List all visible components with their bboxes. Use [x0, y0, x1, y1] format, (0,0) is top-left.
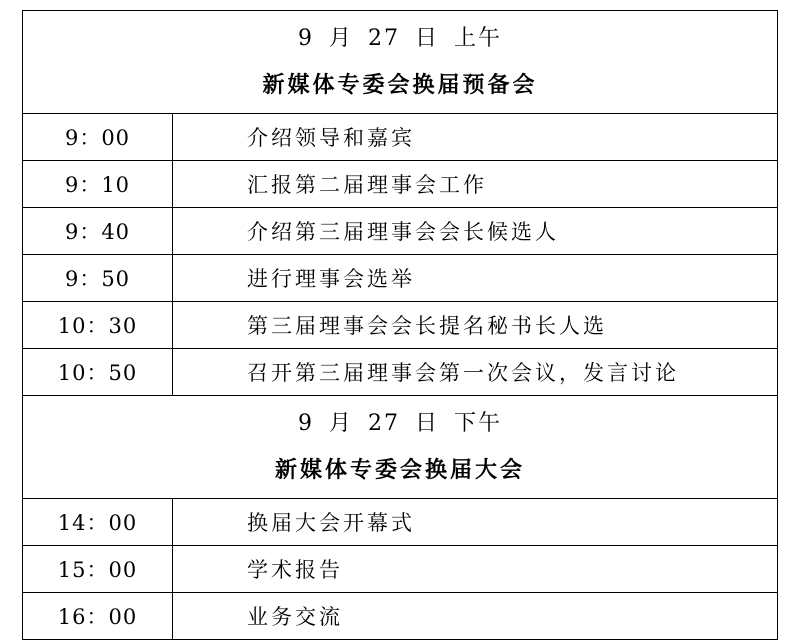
time-cell: 9：50	[23, 255, 173, 302]
session-header-row	[23, 396, 778, 499]
event-cell: 介绍第三届理事会会长候选人	[173, 208, 778, 255]
time-cell: 14：00	[23, 499, 173, 546]
table-row	[23, 114, 778, 161]
event-cell: 召开第三届理事会第一次会议，发言讨论	[173, 349, 778, 396]
table-row	[23, 349, 778, 396]
table-row	[23, 208, 778, 255]
table-row	[23, 255, 778, 302]
event-cell: 汇报第二届理事会工作	[173, 161, 778, 208]
table-row	[23, 302, 778, 349]
event-cell: 进行理事会选举	[173, 255, 778, 302]
event-cell: 业务交流	[173, 593, 778, 640]
event-cell: 第三届理事会会长提名秘书长人选	[173, 302, 778, 349]
event-cell: 介绍领导和嘉宾	[173, 114, 778, 161]
session-date-label: 9 月 27 日 下午	[298, 411, 502, 436]
table-row	[23, 546, 778, 593]
time-cell: 9：00	[23, 114, 173, 161]
session-date-label: 9 月 27 日 上午	[298, 26, 502, 51]
time-cell: 10：50	[23, 349, 173, 396]
table-row	[23, 499, 778, 546]
event-cell: 换届大会开幕式	[173, 499, 778, 546]
session-title: 新媒体专委会换届大会	[274, 457, 525, 483]
table-row	[23, 593, 778, 640]
event-cell: 学术报告	[173, 546, 778, 593]
session-header-morning	[23, 11, 778, 114]
time-cell: 15：00	[23, 546, 173, 593]
session-header-afternoon	[23, 396, 778, 499]
time-cell: 10：30	[23, 302, 173, 349]
time-cell: 9：40	[23, 208, 173, 255]
session-title: 新媒体专委会换届预备会	[262, 72, 538, 98]
time-cell: 9：10	[23, 161, 173, 208]
time-cell: 16：00	[23, 593, 173, 640]
session-header-row	[23, 11, 778, 114]
schedule-table	[22, 10, 778, 640]
table-row	[23, 161, 778, 208]
